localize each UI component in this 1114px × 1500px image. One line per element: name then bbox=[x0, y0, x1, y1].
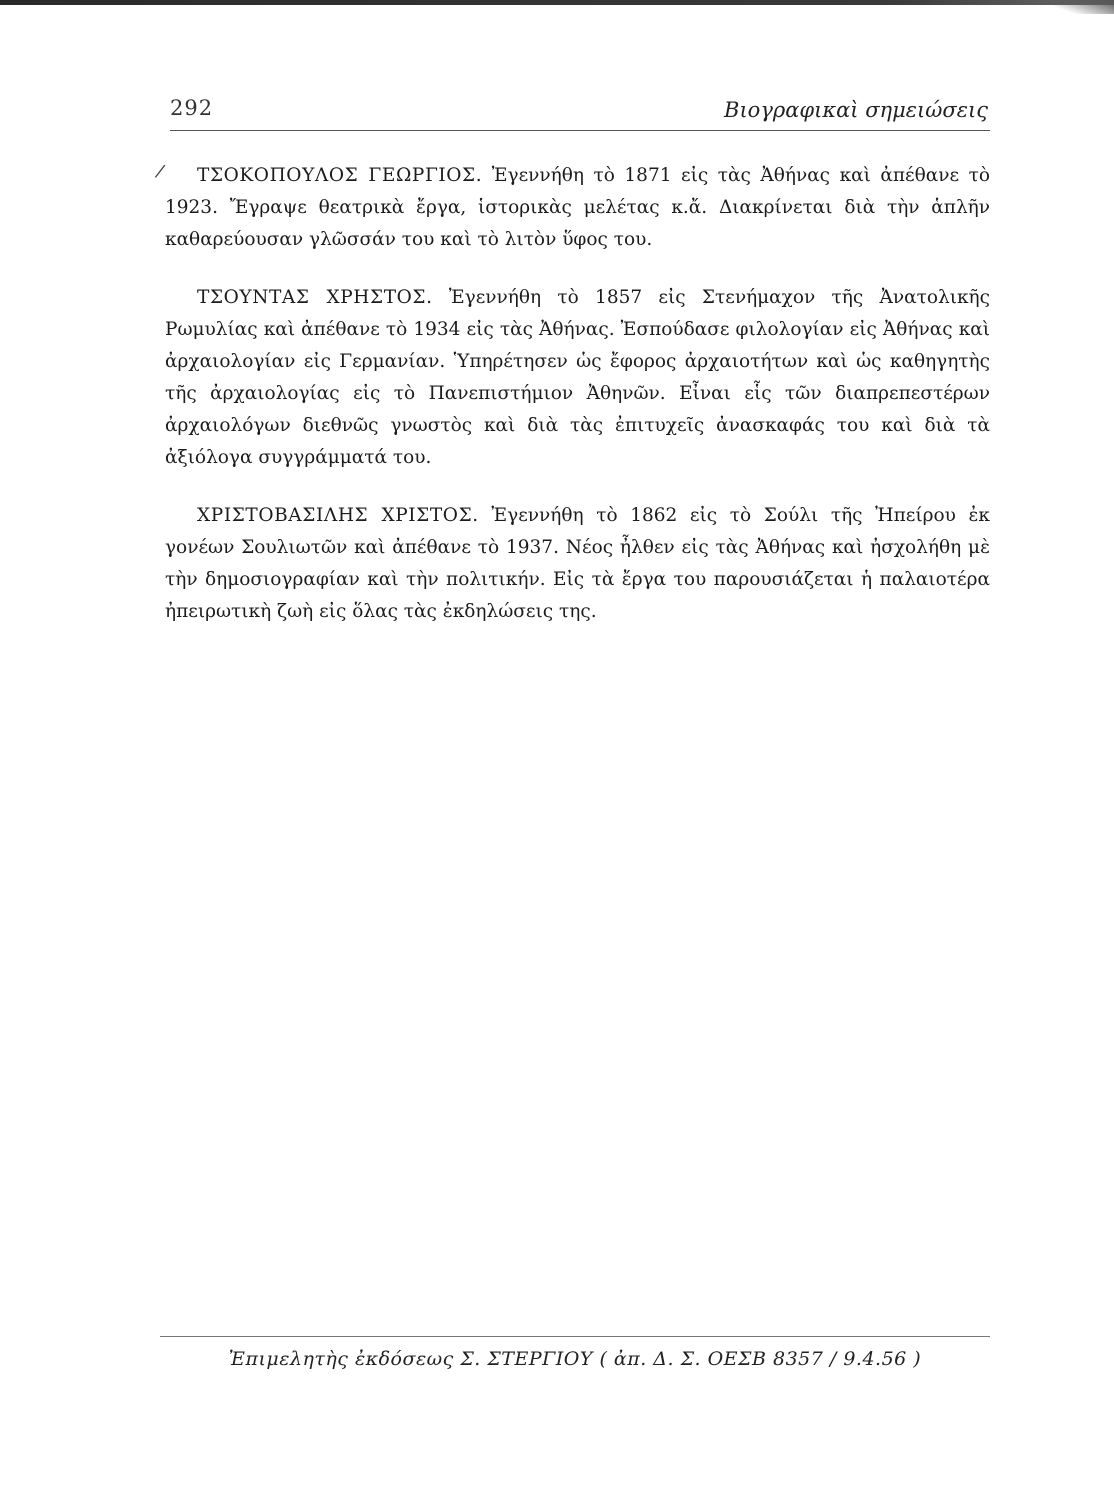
header-rule bbox=[170, 130, 990, 131]
page-header bbox=[170, 96, 988, 126]
biography-entry-tsokopoulos bbox=[165, 160, 990, 256]
footer-imprint: Ἐπιμελητὴς ἐκδόσεως Σ. ΣΤΕΡΓΙΟΥ ( ἀπ. Δ. Σ. ΟΕΣΒ 8357 / 9.4.56 ) bbox=[228, 1348, 922, 1370]
margin-mark: / bbox=[153, 160, 167, 183]
biography-entry-christovasilis bbox=[165, 500, 990, 628]
entry-text: Ἐγεννήθη τὸ 1871 εἰς τὰς Ἀθήνας καὶ ἀπέθανε τὸ 1923. Ἔγραψε θεατρικὰ ἔργα, ἱστορικὰς μελέτας κ.ἄ. Διακρίνεται διὰ τὴν ἁπλῆν καθαρεύουσαν γλῶσσάν του καὶ τὸ λιτὸν ὕφος του. bbox=[165, 165, 991, 250]
page-corner-shadow bbox=[1054, 0, 1114, 14]
page-top-edge bbox=[0, 0, 1114, 5]
entry-name: ΧΡΙΣΤΟΒΑΣΙΛΗΣ ΧΡΙΣΤΟΣ. bbox=[197, 505, 479, 526]
entry-text: Ἐγεννήθη τὸ 1862 εἰς τὸ Σούλι τῆς Ἠπείρου ἐκ γονέων Σουλιωτῶν καὶ ἀπέθανε τὸ 1937. Νέος ἦλθεν εἰς τὰς Ἀθήνας καὶ ἠσχολήθη μὲ τὴν δημοσιογραφίαν καὶ τὴν πολιτικήν. Εἰς τὰ ἔργα του παρουσιάζεται ἡ παλαιοτέρα ἠπειρωτικὴ ζωὴ εἰς ὅλας τὰς ἐκδηλώσεις της. bbox=[165, 505, 990, 622]
biography-entry-tsountas bbox=[165, 282, 990, 474]
running-head: Βιογραφικαὶ σημειώσεις bbox=[724, 98, 988, 122]
footer-rule bbox=[160, 1336, 990, 1337]
entry-name: ΤΣΟΚΟΠΟΥΛΟΣ ΓΕΩΡΓΙΟΣ. bbox=[197, 165, 483, 186]
entry-text: Ἐγεννήθη τὸ 1857 εἰς Στενήμαχον τῆς Ἀνατολικῆς Ρωμυλίας καὶ ἀπέθανε τὸ 1934 εἰς τὰς Ἀθήνας. Ἐσπούδασε φιλολογίαν εἰς Ἀθήνας καὶ ἀρχαιολογίαν εἰς Γερμανίαν. Ὑπηρέτησεν ὡς ἔφορος ἀρχαιοτήτων καὶ ὡς καθηγητὴς τῆς ἀρχαιολογίας εἰς τὸ Πανεπιστήμιον Ἀθηνῶν. Εἶναι εἷς τῶν διαπρεπεστέρων ἀρχαιολόγων διεθνῶς γνωστὸς καὶ διὰ τὰς ἐπιτυχεῖς ἀνασκαφάς του καὶ διὰ τὰ ἀξιόλογα συγγράμματά του. bbox=[165, 287, 990, 468]
biography-entries bbox=[165, 160, 990, 654]
page-number: 292 bbox=[170, 96, 214, 120]
entry-name: ΤΣΟΥΝΤΑΣ ΧΡΗΣΤΟΣ. bbox=[197, 287, 433, 308]
